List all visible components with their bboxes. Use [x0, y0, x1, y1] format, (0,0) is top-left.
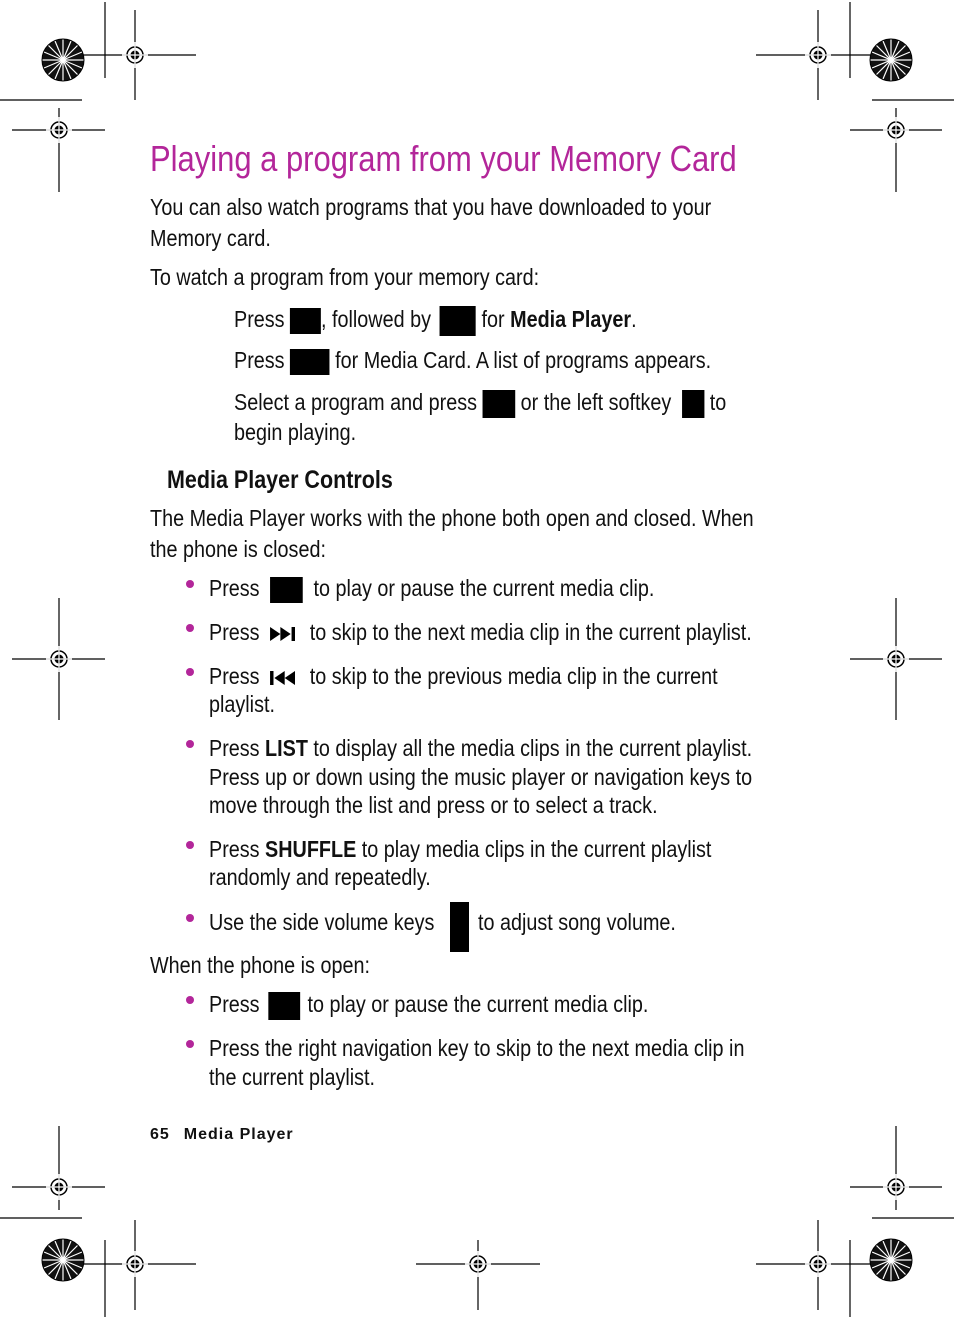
closed-item-4-a: Press [209, 735, 260, 761]
list-keyword: LIST [265, 735, 308, 761]
closed-item-5-b: to play media clips in the current playlist [361, 836, 712, 862]
closed-intro-line-2: the phone is closed: [150, 536, 326, 562]
closed-item-5-a: Press [209, 836, 260, 862]
number-key-icon [290, 349, 330, 375]
closed-item-4-line-2: Press up or down using the music player or navigation keys to [209, 764, 753, 790]
closed-item-3-line-2: playlist. [209, 691, 275, 717]
closed-item-6-a: Use the side volume keys [209, 909, 435, 935]
closed-item-1-a: Press [209, 575, 260, 601]
open-item-1-a: Press [209, 991, 260, 1017]
step-1-text-c: for [481, 306, 505, 332]
step-2-text-a: Press [234, 347, 285, 373]
step-1-text-a: Press [234, 306, 285, 332]
volume-keys-icon [450, 902, 469, 952]
bullet-icon [186, 740, 194, 748]
intro-line-1: You can also watch programs that you have downloaded to your [150, 194, 712, 220]
bullet-icon [186, 1040, 194, 1048]
step-1-bold: Media Player [510, 306, 632, 332]
left-softkey-icon [682, 390, 704, 418]
step-2-text-b: for Media Card. A list of programs appears. [335, 347, 712, 373]
bullet-icon [186, 914, 194, 922]
step-3-text-a: Select a program and press [234, 389, 477, 415]
shuffle-keyword: SHUFFLE [265, 836, 357, 862]
intro-line-2: Memory card. [150, 225, 271, 251]
closed-item-3-b: to skip to the previous media clip in the current [309, 663, 718, 689]
bullet-icon [186, 996, 194, 1004]
open-intro: When the phone is open: [150, 952, 370, 978]
closed-item-6-b: to adjust song volume. [478, 909, 676, 935]
step-3-line-2: begin playing. [234, 419, 357, 445]
closed-item-3 [209, 661, 718, 691]
closed-item-5 [209, 834, 711, 864]
closed-item-3-a: Press [209, 663, 260, 689]
closed-item-4-b: to display all the media clips in the current playlist. [313, 735, 753, 761]
ok-key-icon [269, 992, 301, 1020]
menu-key-icon [290, 308, 321, 334]
step-2 [234, 345, 711, 375]
open-item-1 [209, 989, 648, 1020]
bullet-icon [186, 668, 194, 676]
lead-text: To watch a program from your memory card: [150, 264, 540, 290]
step-3 [234, 387, 726, 418]
closed-item-2-b: to skip to the next media clip in the current playlist. [309, 619, 752, 645]
closed-item-2-a: Press [209, 619, 260, 645]
ok-key-icon [482, 390, 515, 418]
page-title: Playing a program from your Memory Card [150, 138, 737, 179]
play-pause-key-icon [270, 577, 303, 603]
section-heading: Media Player Controls [167, 466, 393, 494]
closed-item-1 [209, 573, 654, 603]
open-item-2-line-2: the current playlist. [209, 1064, 376, 1090]
page-number: 65 [150, 1126, 170, 1143]
bullet-icon [186, 624, 194, 632]
skip-next-icon [270, 626, 301, 642]
step-1-end: . [631, 306, 637, 332]
skip-previous-icon [270, 670, 301, 686]
closed-item-1-b: to play or pause the current media clip. [313, 575, 655, 601]
page-footer [150, 1126, 308, 1144]
step-3-text-c: to [709, 389, 727, 415]
closed-item-4 [209, 733, 752, 763]
step-1 [234, 304, 637, 336]
number-key-icon [440, 306, 476, 336]
closed-item-5-line-2: randomly and repeatedly. [209, 864, 431, 890]
bullet-icon [186, 580, 194, 588]
step-3-text-b: or the left softkey [520, 389, 672, 415]
open-item-2-line-1: Press the right navigation key to skip to the next media clip in [209, 1035, 745, 1061]
closed-intro-line-1: The Media Player works with the phone both open and closed. When [150, 505, 754, 531]
step-1-text-b: , followed by [321, 306, 431, 332]
open-item-1-b: to play or pause the current media clip. [307, 991, 649, 1017]
footer-section: Media Player [183, 1126, 294, 1143]
closed-item-4-line-3: move through the list and press or to select a track. [209, 792, 658, 818]
closed-item-2 [209, 617, 752, 647]
bullet-icon [186, 841, 194, 849]
